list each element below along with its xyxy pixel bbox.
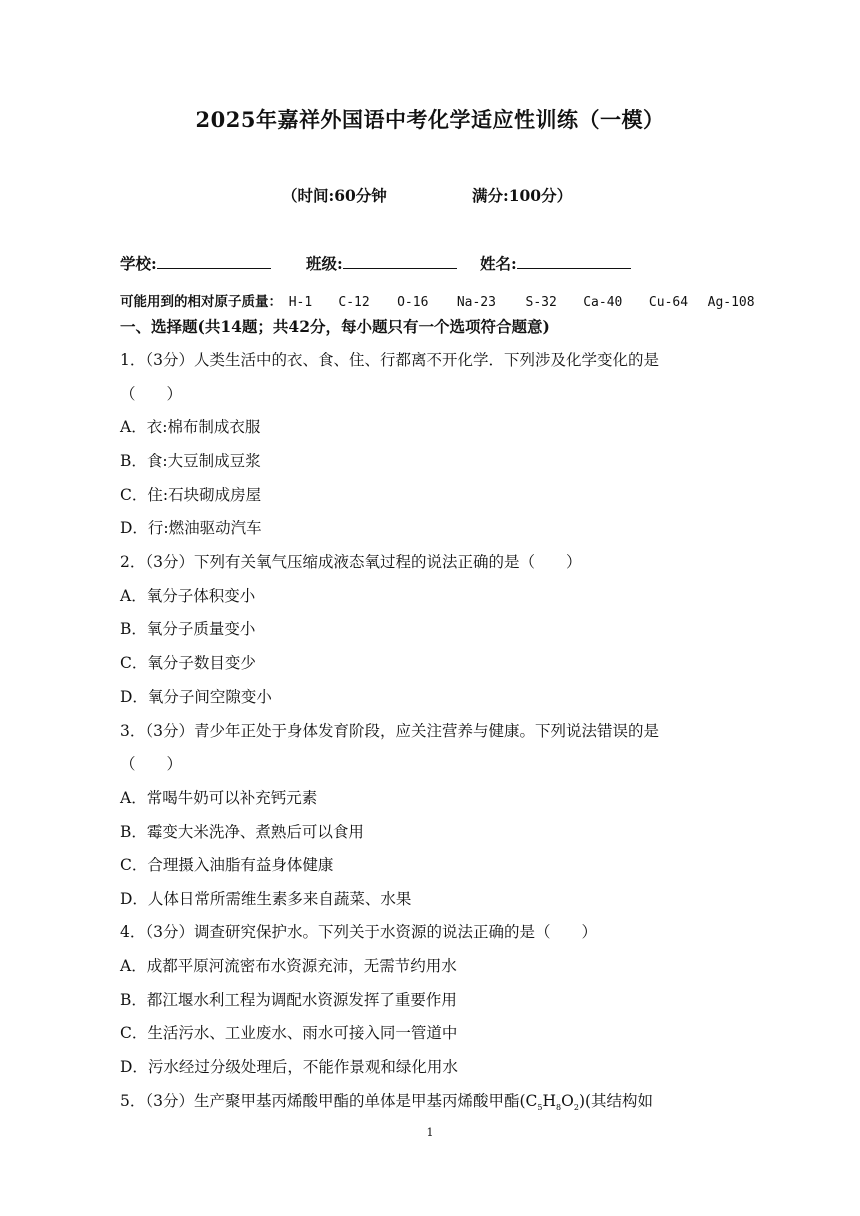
atomic-mass-item: S-32 xyxy=(525,295,557,310)
option-d: D．人体日常所需维生素多来自蔬菜、水果 xyxy=(120,890,412,908)
atomic-mass-item: Na-23 xyxy=(456,295,496,310)
question-stem: 2．（3分）下列有关氧气压缩成液态氧过程的说法正确的是（ ） xyxy=(120,553,582,571)
class-blank xyxy=(343,253,457,269)
class-field xyxy=(306,252,457,274)
section-title: 一、选择题(共14题；共42分，每小题只有一个选项符合题意) xyxy=(120,317,550,336)
page-number: 1 xyxy=(426,1126,434,1139)
question-stem: 3．（3分）青少年正处于身体发育阶段，应关注营养与健康。下列说法错误的是 xyxy=(120,722,659,740)
atomic-mass-item: O-16 xyxy=(397,295,429,310)
atomic-masses xyxy=(120,290,755,310)
option-b: B．都江堰水利工程为调配水资源发挥了重要作用 xyxy=(120,991,457,1009)
document-title: 2025年嘉祥外国语中考化学适应性训练（一模） xyxy=(195,107,665,132)
school-label: 学校: xyxy=(120,254,157,273)
question-stem: 4．（3分）调查研究保护水。下列关于水资源的说法正确的是（ ） xyxy=(120,923,597,941)
name-label: 姓名: xyxy=(480,254,517,273)
option-d: D．污水经过分级处理后，不能作景观和绿化用水 xyxy=(120,1058,458,1076)
atomic-mass-item: Ca-40 xyxy=(583,295,623,310)
option-c: C．生活污水、工业废水、雨水可接入同一管道中 xyxy=(120,1024,458,1042)
question-stem-suffix: )(其结构如 xyxy=(578,1092,654,1110)
option-c: C．氧分子数目变少 xyxy=(120,654,256,672)
question-stem-prefix: 5．（3分）生产聚甲基丙烯酸甲酯的单体是甲基丙烯酸甲酯( xyxy=(120,1092,526,1110)
score-label: 满分:100分） xyxy=(472,186,573,205)
option-c: C．合理摄入油脂有益身体健康 xyxy=(120,856,334,874)
option-a: A．常喝牛奶可以补充钙元素 xyxy=(120,789,318,807)
atomic-mass-item: C-12 xyxy=(338,295,370,310)
option-d: D．氧分子间空隙变小 xyxy=(120,688,272,706)
option-b: B．食:大豆制成豆浆 xyxy=(120,452,261,470)
question-stem: 1．（3分）人类生活中的衣、食、住、行都离不开化学．下列涉及化学变化的是 xyxy=(120,351,659,369)
school-blank xyxy=(157,253,271,269)
option-a: A．氧分子体积变小 xyxy=(120,587,256,605)
option-b: B．氧分子质量变小 xyxy=(120,620,256,638)
chemical-formula: $C_5H_8O_2$ xyxy=(525,1092,579,1113)
class-label: 班级: xyxy=(306,254,343,273)
option-d: D．行:燃油驱动汽车 xyxy=(120,519,262,537)
question-stem-continued: （ ） xyxy=(120,755,183,773)
option-b: B．霉变大米洗净、煮熟后可以食用 xyxy=(120,823,364,841)
school-field xyxy=(120,252,271,274)
atomic-mass-item: Cu-64 xyxy=(648,295,689,310)
name-blank xyxy=(517,253,631,269)
atomic-mass-item: H-1 xyxy=(288,295,313,310)
question-stem xyxy=(120,1089,653,1112)
atomic-masses-label: 可能用到的相对原子质量： xyxy=(120,294,282,310)
time-label: （时间:60分钟 xyxy=(282,186,387,205)
name-field xyxy=(480,252,631,274)
question-stem-continued: （ ） xyxy=(120,385,183,403)
option-a: A．衣:棉布制成衣服 xyxy=(120,418,261,436)
option-a: A．成都平原河流密布水资源充沛，无需节约用水 xyxy=(120,957,457,975)
option-c: C．住:石块砌成房屋 xyxy=(120,486,262,504)
atomic-mass-item: Ag-108 xyxy=(707,295,755,310)
